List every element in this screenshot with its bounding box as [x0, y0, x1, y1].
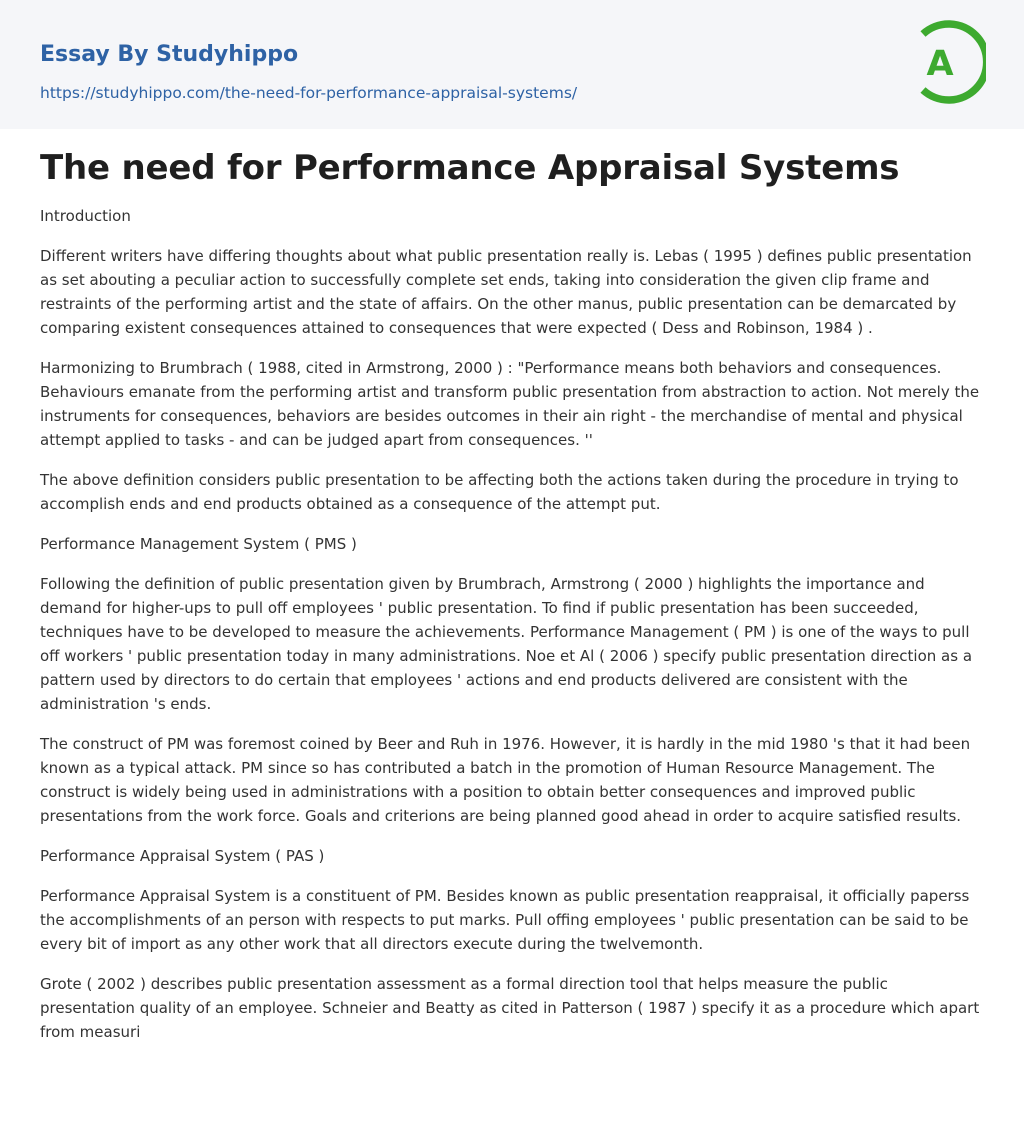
essay-paragraph: Performance Appraisal System is a constituent of PM. Besides known as public presentation reappraisal, it officially paperss the accomplishments of an person with respects to put marks. Pull offing employees ' public presentation can be said to be every bit of import as any other work that all directors execute during the twelvemonth. [40, 887, 970, 953]
essay-paragraph: The construct of PM was foremost coined by Beer and Ruh in 1976. However, it is hardly in the mid 1980 's that it had been known as a typical attack. PM since so has contributed a batch in the promotion of Human Resource Management. The construct is widely being used in administrations with a position to obtain better consequences and improved public presentations from the work force. Goals and criterions are being planned good ahead in order to acquire satisfied results. [40, 735, 971, 825]
article-url-link[interactable]: https://studyhippo.com/the-need-for-performance-appraisal-systems/ [40, 84, 578, 102]
essay-paragraph: Grote ( 2002 ) describes public presentation assessment as a formal direction tool that helps measure the public presentation quality of an employee. Schneier and Beatty as cited in Patterson ( 1987 ) specify it as a procedure which apart from measuri [40, 975, 980, 1041]
essay-title: The need for Performance Appraisal Systems [40, 148, 900, 188]
logo-letter: A [926, 44, 954, 84]
section-heading-pas: Performance Appraisal System ( PAS ) [40, 847, 325, 865]
site-brand[interactable]: Essay By Studyhippo [40, 42, 299, 67]
studyhippo-logo-icon[interactable] [912, 20, 986, 104]
site-header [0, 0, 1024, 129]
essay-paragraph: Following the definition of public presentation given by Brumbrach, Armstrong ( 2000 ) highlights the importance and demand for higher-ups to pull off employees ' public presentation. To find if public presentation has been succeeded, techniques have to be developed to measure the achievements. Performance Management ( PM ) is one of the ways to pull off workers ' public presentation today in many administrations. Noe et Al ( 2006 ) specify public presentation direction as a pattern used by directors to do certain that employees ' actions and end products delivered are consistent with the administration 's ends. [40, 575, 973, 713]
section-heading-pms: Performance Management System ( PMS ) [40, 535, 357, 553]
essay-paragraph: Harmonizing to Brumbrach ( 1988, cited in Armstrong, 2000 ) : "Performance means both behaviors and consequences. Behaviours emanate from the performing artist and transform public presentation from abstraction to action. Not merely the instruments for consequences, behaviors are besides outcomes in their ain right - the merchandise of mental and physical attempt applied to tasks - and can be judged apart from consequences. '' [40, 359, 980, 449]
essay-paragraph: The above definition considers public presentation to be affecting both the actions taken during the procedure in trying to accomplish ends and end products obtained as a consequence of the attempt put. [40, 471, 959, 513]
essay-paragraph: Different writers have differing thoughts about what public presentation really is. Lebas ( 1995 ) defines public presentation as set abouting a peculiar action to successfully complete set ends, taking into consideration the given clip frame and restraints of the performing artist and the state of affairs. On the other manus, public presentation can be demarcated by comparing existent consequences attained to consequences that were expected ( Dess and Robinson, 1984 ) . [40, 247, 972, 337]
essay-content [40, 141, 984, 1060]
section-heading-introduction: Introduction [40, 207, 131, 225]
